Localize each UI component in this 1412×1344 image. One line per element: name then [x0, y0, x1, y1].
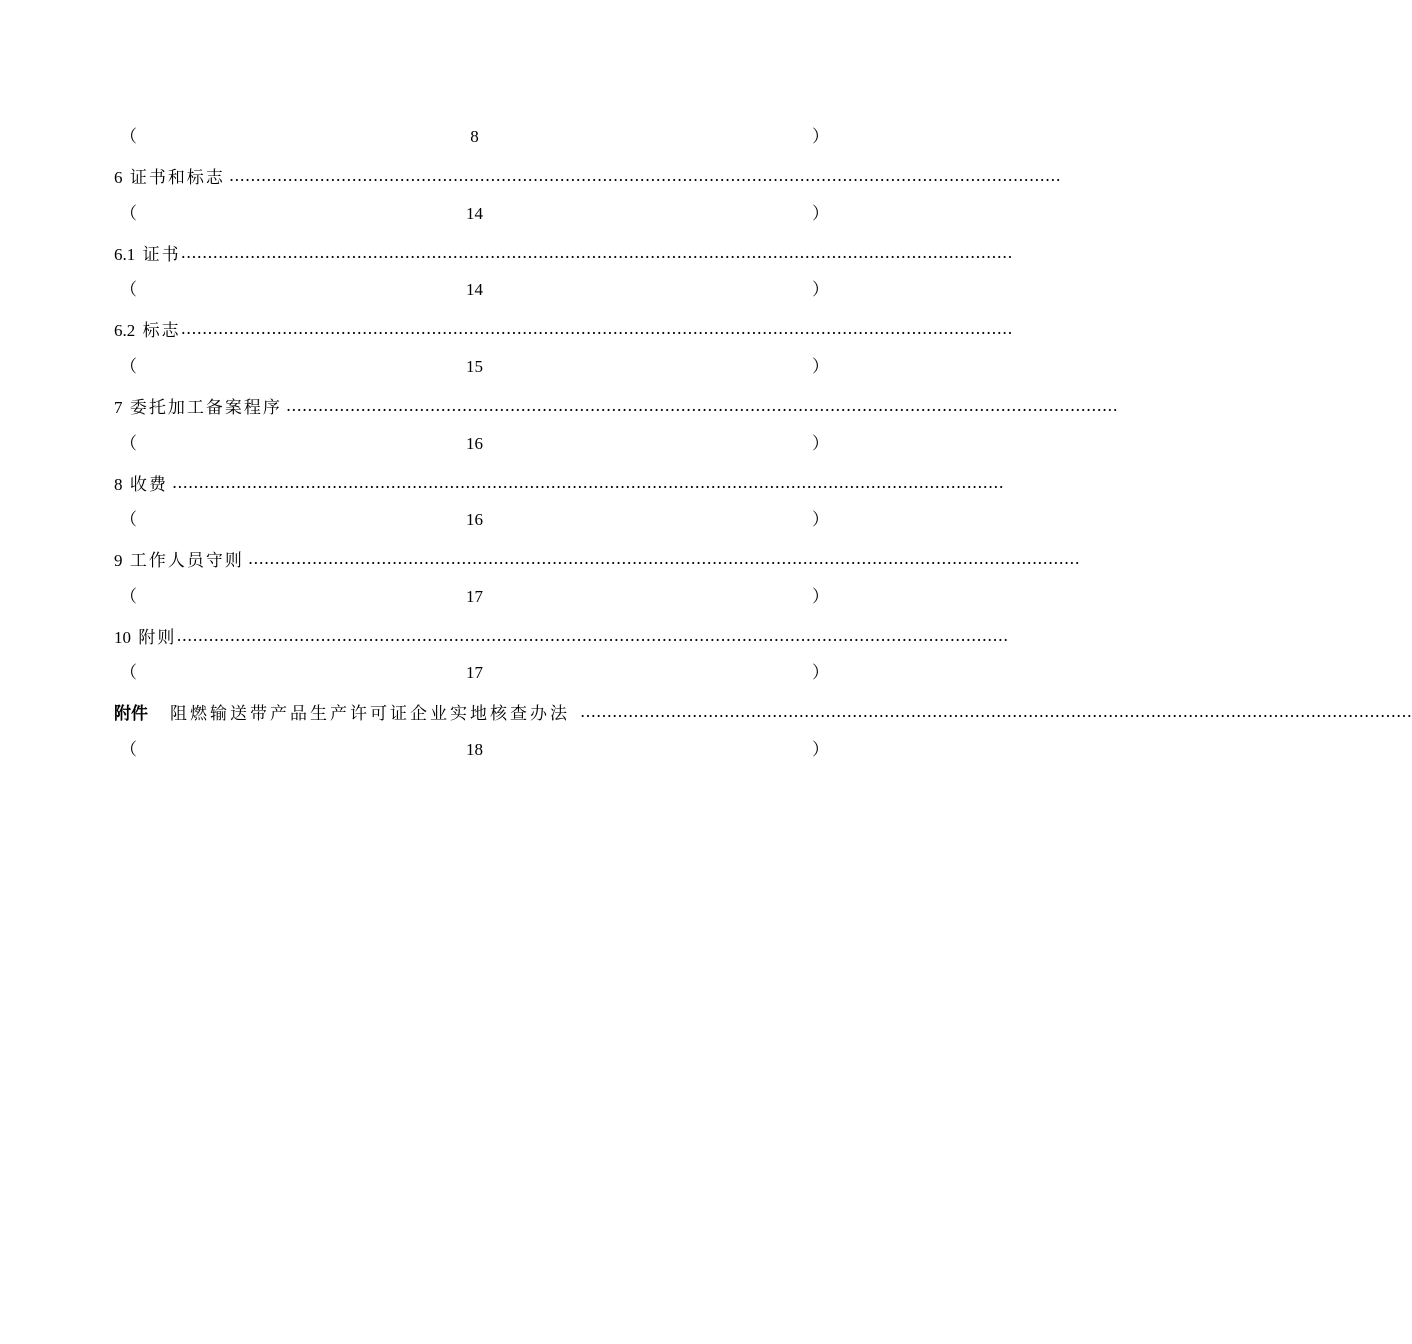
open-paren: （	[120, 740, 137, 760]
section-title: 收费	[129, 474, 168, 495]
open-paren: （	[120, 204, 137, 224]
toc-entry-label	[114, 316, 181, 341]
page-number: 16	[466, 434, 483, 453]
toc-page-row	[114, 199, 835, 229]
close-paren: ）	[812, 587, 829, 607]
toc-entry-label	[114, 470, 168, 495]
toc-entry-fees[interactable]	[114, 467, 1004, 497]
toc-entry-marks[interactable]	[114, 313, 1013, 343]
page-number: 16	[466, 510, 483, 529]
close-paren: ）	[812, 127, 829, 147]
dot-leader: …………………………………………………………………………………………………………………………………………	[176, 625, 1009, 645]
toc-entry-entrusted-processing[interactable]	[114, 390, 1118, 420]
page-number: 18	[466, 740, 483, 759]
dot-leader: …………………………………………………………………………………………………………………………………………	[171, 472, 1004, 492]
dot-leader: …………………………………………………………………………………………………………………………………………	[580, 701, 1412, 721]
section-title: 附则	[138, 627, 177, 648]
section-number: 9	[114, 550, 123, 570]
section-number: 6.1	[114, 244, 136, 264]
annex-label: 附件	[114, 703, 148, 724]
dot-leader: …………………………………………………………………………………………………………………………………………	[285, 395, 1118, 415]
toc-page-row	[114, 429, 835, 459]
page-number: 8	[470, 127, 479, 146]
section-number: 10	[114, 627, 131, 647]
toc-page-row	[114, 505, 835, 535]
close-paren: ）	[812, 357, 829, 377]
dot-leader: …………………………………………………………………………………………………………………………………………	[247, 548, 1080, 568]
toc-entry-label	[114, 623, 176, 648]
toc-entry-certificate[interactable]	[114, 237, 1013, 267]
open-paren: （	[120, 127, 137, 147]
page-number: 14	[466, 280, 483, 299]
toc-entry-annex[interactable]	[114, 696, 1412, 726]
toc-page-row	[114, 352, 835, 382]
close-paren: ）	[812, 434, 829, 454]
page-number: 15	[466, 357, 483, 376]
section-title: 委托加工备案程序	[129, 397, 282, 418]
page-number: 17	[466, 663, 483, 682]
open-paren: （	[120, 510, 137, 530]
toc-page-row	[114, 122, 835, 152]
section-title: 证书和标志	[129, 167, 225, 188]
section-number: 6.2	[114, 320, 136, 340]
close-paren: ）	[812, 280, 829, 300]
section-title: 标志	[142, 320, 181, 341]
close-paren: ）	[812, 204, 829, 224]
section-title: 工作人员守则	[129, 550, 244, 571]
toc-entry-label	[114, 546, 244, 571]
annex-title: 阻燃输送带产品生产许可证企业实地核查办法	[170, 703, 570, 724]
page-number: 17	[466, 587, 483, 606]
section-number: 8	[114, 474, 123, 494]
toc-entry-label	[114, 240, 181, 265]
dot-leader: …………………………………………………………………………………………………………………………………………	[180, 318, 1013, 338]
toc-page-row	[114, 658, 835, 688]
dot-leader: …………………………………………………………………………………………………………………………………………	[228, 165, 1061, 185]
open-paren: （	[120, 434, 137, 454]
toc-page-row	[114, 582, 835, 612]
open-paren: （	[120, 663, 137, 683]
close-paren: ）	[812, 663, 829, 683]
open-paren: （	[120, 587, 137, 607]
toc-entry-staff-code[interactable]	[114, 543, 1080, 573]
toc-page-row	[114, 275, 835, 305]
page-number: 14	[466, 204, 483, 223]
open-paren: （	[120, 357, 137, 377]
toc-entry-supplementary-provisions[interactable]	[114, 620, 1009, 650]
open-paren: （	[120, 280, 137, 300]
toc-page-row	[114, 735, 835, 765]
close-paren: ）	[812, 740, 829, 760]
dot-leader: …………………………………………………………………………………………………………………………………………	[180, 242, 1013, 262]
section-title: 证书	[142, 244, 181, 265]
toc-entry-certificates-and-marks[interactable]	[114, 160, 1061, 190]
section-number: 7	[114, 397, 123, 417]
toc-entry-label	[114, 393, 282, 418]
section-number: 6	[114, 167, 123, 187]
toc-entry-label	[114, 163, 225, 188]
close-paren: ）	[812, 510, 829, 530]
